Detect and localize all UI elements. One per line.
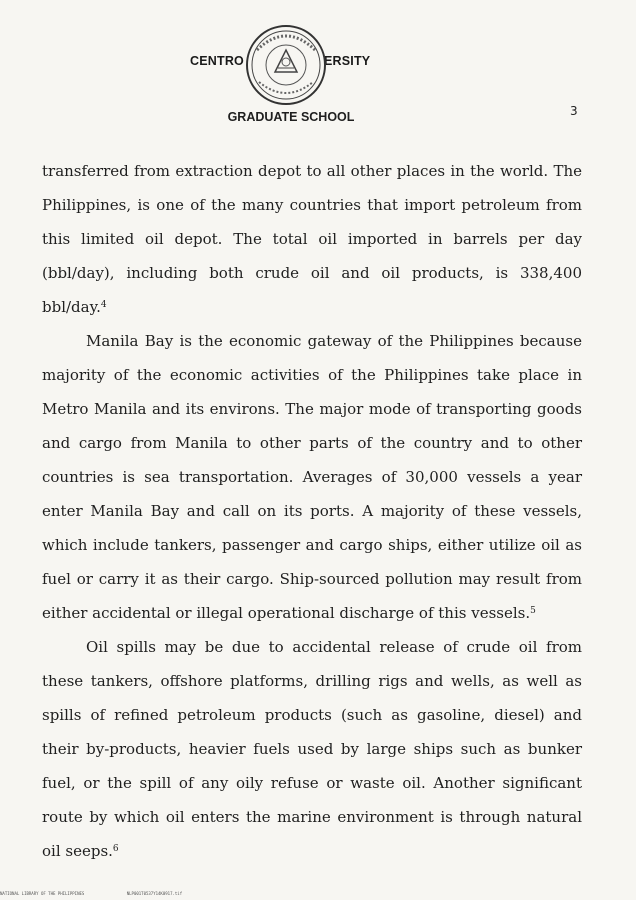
footer-code: NLP001T0537Y14K0917.tif <box>126 891 183 896</box>
footer-library: NATIONAL LIBRARY OF THE PHILIPPINES <box>0 891 85 896</box>
paragraph-2-text: Manila Bay is the economic gateway of the Philippines because majority of the economic activities of the Philippines take place in Metro Manila and its environs. The major mode of transporting goods and cargo from Manila to other parts of the country and to other countries is sea transportation. Averages of 30,000 vessels a year enter Manila Bay and call on its ports. A majority of these vessels, which include tankers, passenger and cargo ships, either utilize oil as fuel or carry it as their cargo. Ship-sourced pollution may result from either accidental or illegal operational discharge of this vessels. <box>42 332 582 622</box>
paragraph-1-text: transferred from extraction depot to all other places in the world. The Philippines, is one of the many countries that import petroleum from this limited oil depot. The total oil imported in barrels per day (bbl/day), including both crude oil and oil products, is 338,400 bbl/day. <box>42 162 582 316</box>
page-number: 3 <box>570 104 578 118</box>
paragraph-2 <box>42 324 582 630</box>
university-name-right: ERSITY <box>324 54 371 68</box>
document-body <box>42 154 582 868</box>
paragraph-1 <box>42 154 582 324</box>
footnote-ref: 5 <box>530 606 536 616</box>
paragraph-3 <box>42 630 582 868</box>
university-seal-icon <box>245 24 327 106</box>
footnote-ref: 6 <box>112 844 119 854</box>
university-name-left: CENTRO <box>190 54 244 68</box>
scan-footer <box>0 891 222 896</box>
paragraph-3-text: Oil spills may be due to accidental release of crude oil from these tankers, offshore platforms, drilling rigs and wells, as well as spills of refined petroleum products (such as gasoline, diesel) and their by-products, heavier fuels used by large ships such as bunker fuel, or the spill of any oily refuse or waste oil. Another significant route by which oil enters the marine environment is through natural oil seeps. <box>42 638 582 860</box>
graduate-school-title: GRADUATE SCHOOL <box>227 110 355 124</box>
footnote-ref: 4 <box>100 300 107 310</box>
